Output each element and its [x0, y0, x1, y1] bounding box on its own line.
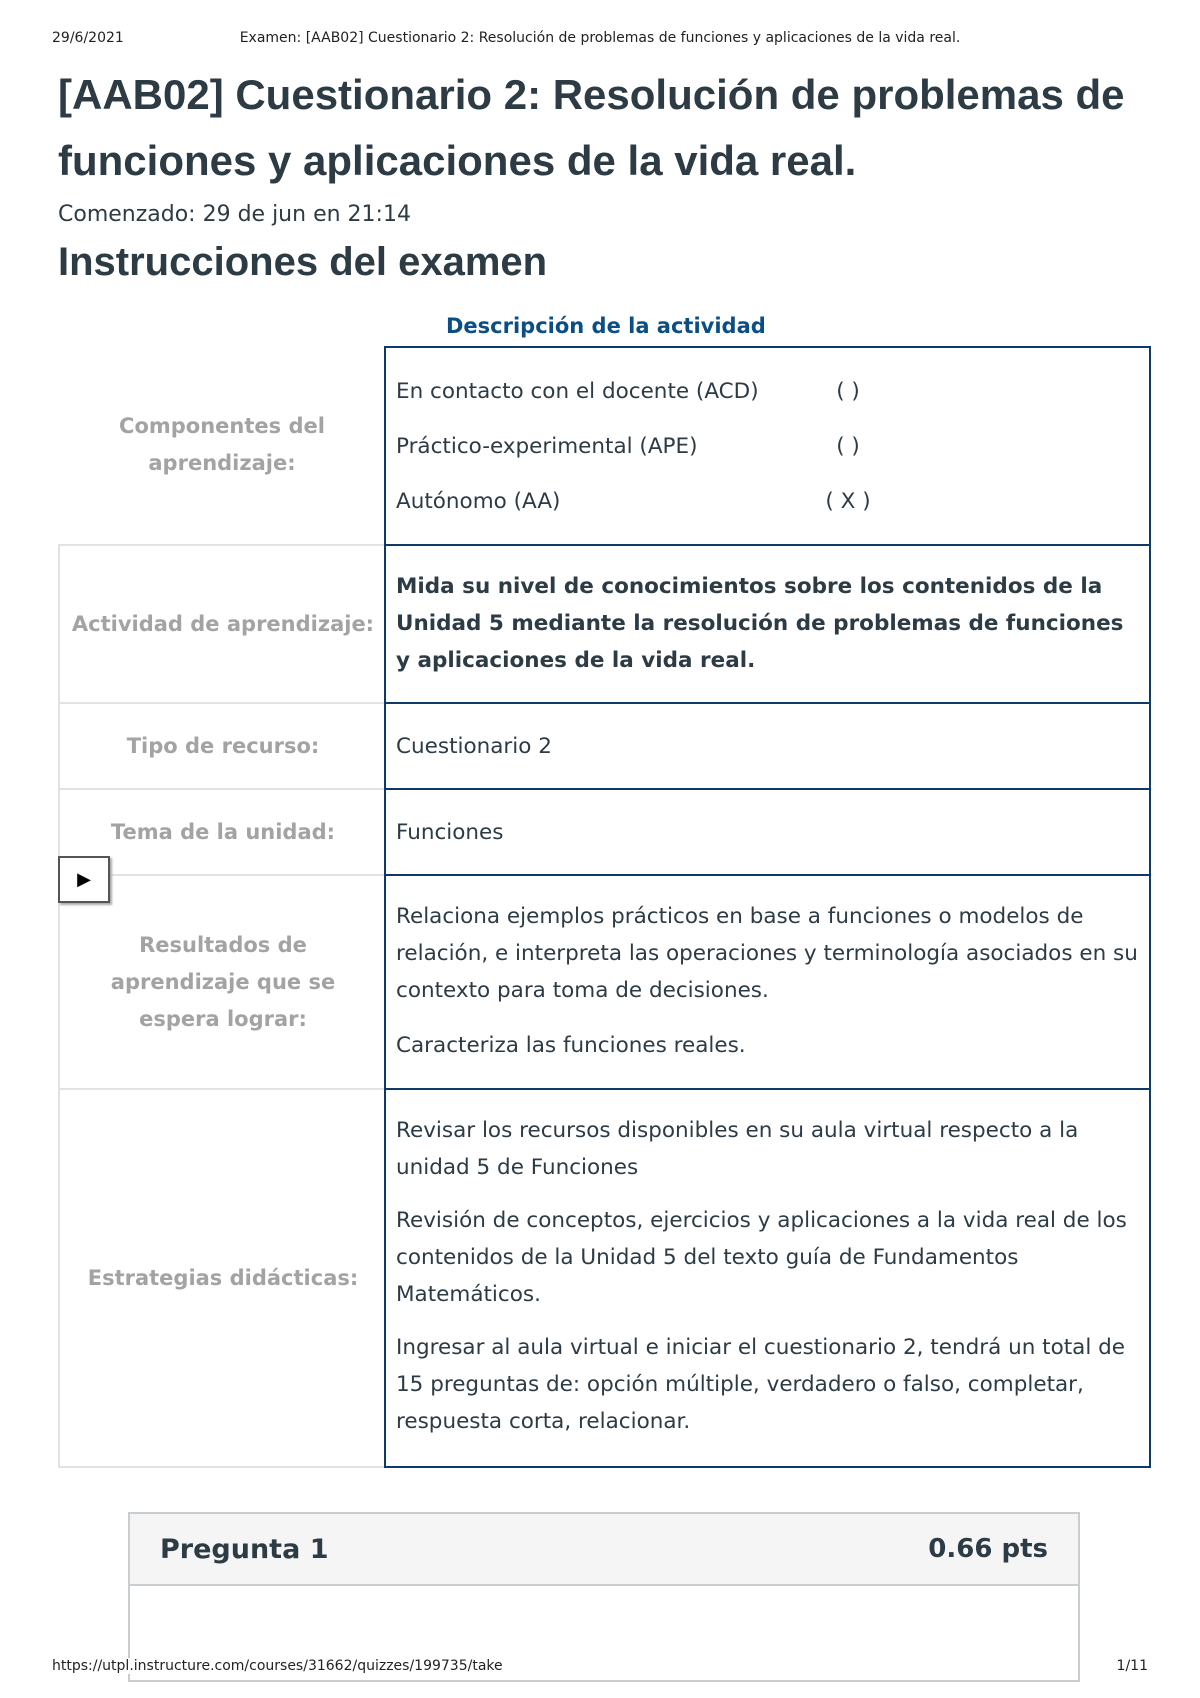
component-row: Práctico-experimental (APE) ( )	[396, 434, 860, 459]
activity-text: Mida su nivel de conocimientos sobre los contenidos de la Unidad 5 mediante la resolución de problemas de funciones y aplicaciones de la vida real.	[396, 574, 1124, 673]
question-points: 0.66 pts	[928, 1534, 1048, 1564]
instructions-heading: Instrucciones del examen	[58, 240, 548, 284]
play-button[interactable]	[58, 856, 110, 903]
activity-description-title: Descripción de la actividad	[446, 314, 766, 338]
result-item: Relaciona ejemplos prácticos en base a funciones o modelos de relación, e interpreta las operaciones y terminología asociados en su contexto para toma de decisiones.	[396, 904, 1138, 1003]
strategies-cell	[384, 1088, 1151, 1468]
activity-label: Actividad de aprendizaje:	[58, 544, 386, 704]
components-cell	[384, 346, 1151, 546]
component-row: Autónomo (AA) ( X )	[396, 489, 871, 514]
strategy-item: Revisión de conceptos, ejercicios y aplicaciones a la vida real de los contenidos de la Unidad 5 del texto guía de Fundamentos Matemáticos.	[396, 1208, 1127, 1307]
resource-label: Tipo de recurso:	[58, 702, 386, 790]
topic-text: Funciones	[396, 819, 504, 845]
results-cell	[384, 874, 1151, 1090]
resource-cell	[384, 702, 1151, 790]
strategies-label: Estrategias didácticas:	[58, 1088, 386, 1468]
print-header-title: Examen: [AAB02] Cuestionario 2: Resolución de problemas de funciones y aplicaciones de la vida real.	[239, 30, 961, 46]
question-title: Pregunta 1	[160, 1533, 329, 1565]
topic-label: Tema de la unidad:	[58, 788, 386, 876]
question-card	[128, 1512, 1080, 1682]
component-row: En contacto con el docente (ACD) ( )	[396, 379, 860, 404]
play-icon: ▶	[77, 869, 91, 889]
strategy-item: Revisar los recursos disponibles en su aula virtual respecto a la unidad 5 de Funciones	[396, 1118, 1079, 1180]
question-header	[130, 1514, 1078, 1586]
print-footer-page: 1/11	[1116, 1658, 1148, 1674]
resource-text: Cuestionario 2	[396, 733, 552, 759]
print-footer-url: https://utpl.instructure.com/courses/31662/quizzes/199735/take	[52, 1658, 503, 1674]
started-timestamp: Comenzado: 29 de jun en 21:14	[58, 202, 411, 227]
strategy-item: Ingresar al aula virtual e iniciar el cuestionario 2, tendrá un total de 15 preguntas de: opción múltiple, verdadero o falso, completar, respuesta corta, relacionar.	[396, 1335, 1126, 1434]
result-item: Caracteriza las funciones reales.	[396, 1033, 746, 1058]
activity-cell	[384, 544, 1151, 704]
components-label: Componentes del aprendizaje:	[119, 414, 325, 475]
results-label: Resultados de aprendizaje que se espera lograr:	[58, 874, 386, 1090]
topic-cell	[384, 788, 1151, 876]
page-title: [AAB02] Cuestionario 2: Resolución de problemas de funciones y aplicaciones de la vida real.	[58, 71, 1125, 184]
print-date: 29/6/2021	[52, 30, 124, 46]
